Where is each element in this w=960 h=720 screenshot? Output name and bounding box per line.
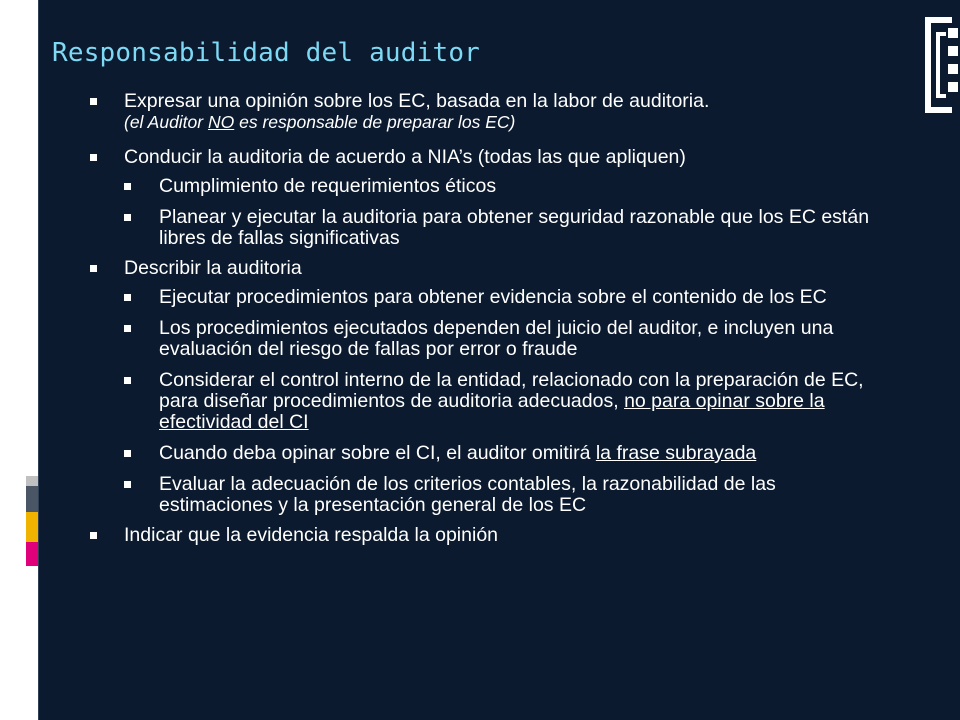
slide-content: [90, 90, 890, 560]
underlined-text: no para opinar sobre la efectividad del CI: [159, 390, 825, 433]
bullet-note: (el Auditor NO es responsable de preparar los EC): [124, 112, 516, 132]
bullet-text: Expresar una opinión sobre los EC, basada en la labor de auditoria.: [124, 90, 710, 112]
square-bullet-icon: [90, 154, 97, 161]
sub-bullet-item: [124, 176, 890, 197]
accent-strip-dark: [26, 486, 38, 512]
sub-list: [124, 287, 890, 516]
bullet-item: [90, 257, 890, 516]
sub-bullet-text: Considerar el control interno de la entidad, relacionado con la preparación de EC, para diseñar procedimientos de auditoria adecuados,: [159, 369, 864, 412]
hollow-square-bullet-icon: [124, 214, 131, 221]
left-panel: [0, 0, 38, 720]
accent-strip-magenta: [26, 542, 38, 566]
accent-strip-white: [26, 566, 38, 592]
sub-bullet-item: [124, 287, 890, 308]
sub-bullet-text: Evaluar la adecuación de los criterios contables, la razonabilidad de las estimaciones y la presentación general de los EC: [159, 473, 776, 516]
sub-bullet-text: Los procedimientos ejecutados dependen del juicio del auditor, e incluyen una evaluación del riesgo de fallas por error o fraude: [159, 317, 834, 360]
bracket-decoration-icon: [908, 10, 960, 120]
hollow-square-bullet-icon: [124, 325, 131, 332]
bullet-item: [90, 524, 890, 546]
hollow-square-bullet-icon: [124, 377, 131, 384]
hollow-square-bullet-icon: [124, 481, 131, 488]
sub-bullet-text: Ejecutar procedimientos para obtener evidencia sobre el contenido de los EC: [159, 286, 827, 308]
bullet-item: [90, 146, 890, 249]
sub-bullet-text: Planear y ejecutar la auditoria para obtener seguridad razonable que los EC están libres de fallas significativas: [159, 206, 870, 249]
accent-strip-yellow: [26, 512, 38, 542]
sub-bullet-item: [124, 318, 890, 360]
slide-title: Responsabilidad del auditor: [52, 38, 481, 68]
square-bullet-icon: [90, 532, 97, 539]
left-divider: [38, 0, 39, 720]
hollow-square-bullet-icon: [124, 450, 131, 457]
sub-list: [124, 176, 890, 249]
sub-bullet-item: [124, 370, 890, 433]
bullet-item: [90, 90, 890, 132]
sub-bullet-text: Cumplimiento de requerimientos éticos: [159, 175, 497, 197]
sub-bullet-item: [124, 443, 890, 464]
bullet-text: Indicar que la evidencia respalda la opinión: [124, 524, 499, 546]
bullet-text: Conducir la auditoria de acuerdo a NIA’s (todas las que apliquen): [124, 146, 686, 168]
sub-bullet-item: [124, 207, 890, 249]
sub-bullet-text: Cuando deba opinar sobre el CI, el auditor omitirá: [159, 442, 596, 464]
square-bullet-icon: [90, 98, 97, 105]
hollow-square-bullet-icon: [124, 183, 131, 190]
underlined-text: la frase subrayada: [595, 442, 757, 464]
bullet-text: Describir la auditoria: [124, 257, 302, 279]
square-bullet-icon: [90, 265, 97, 272]
underlined-text: NO: [207, 112, 235, 132]
sub-bullet-item: [124, 474, 890, 516]
hollow-square-bullet-icon: [124, 294, 131, 301]
